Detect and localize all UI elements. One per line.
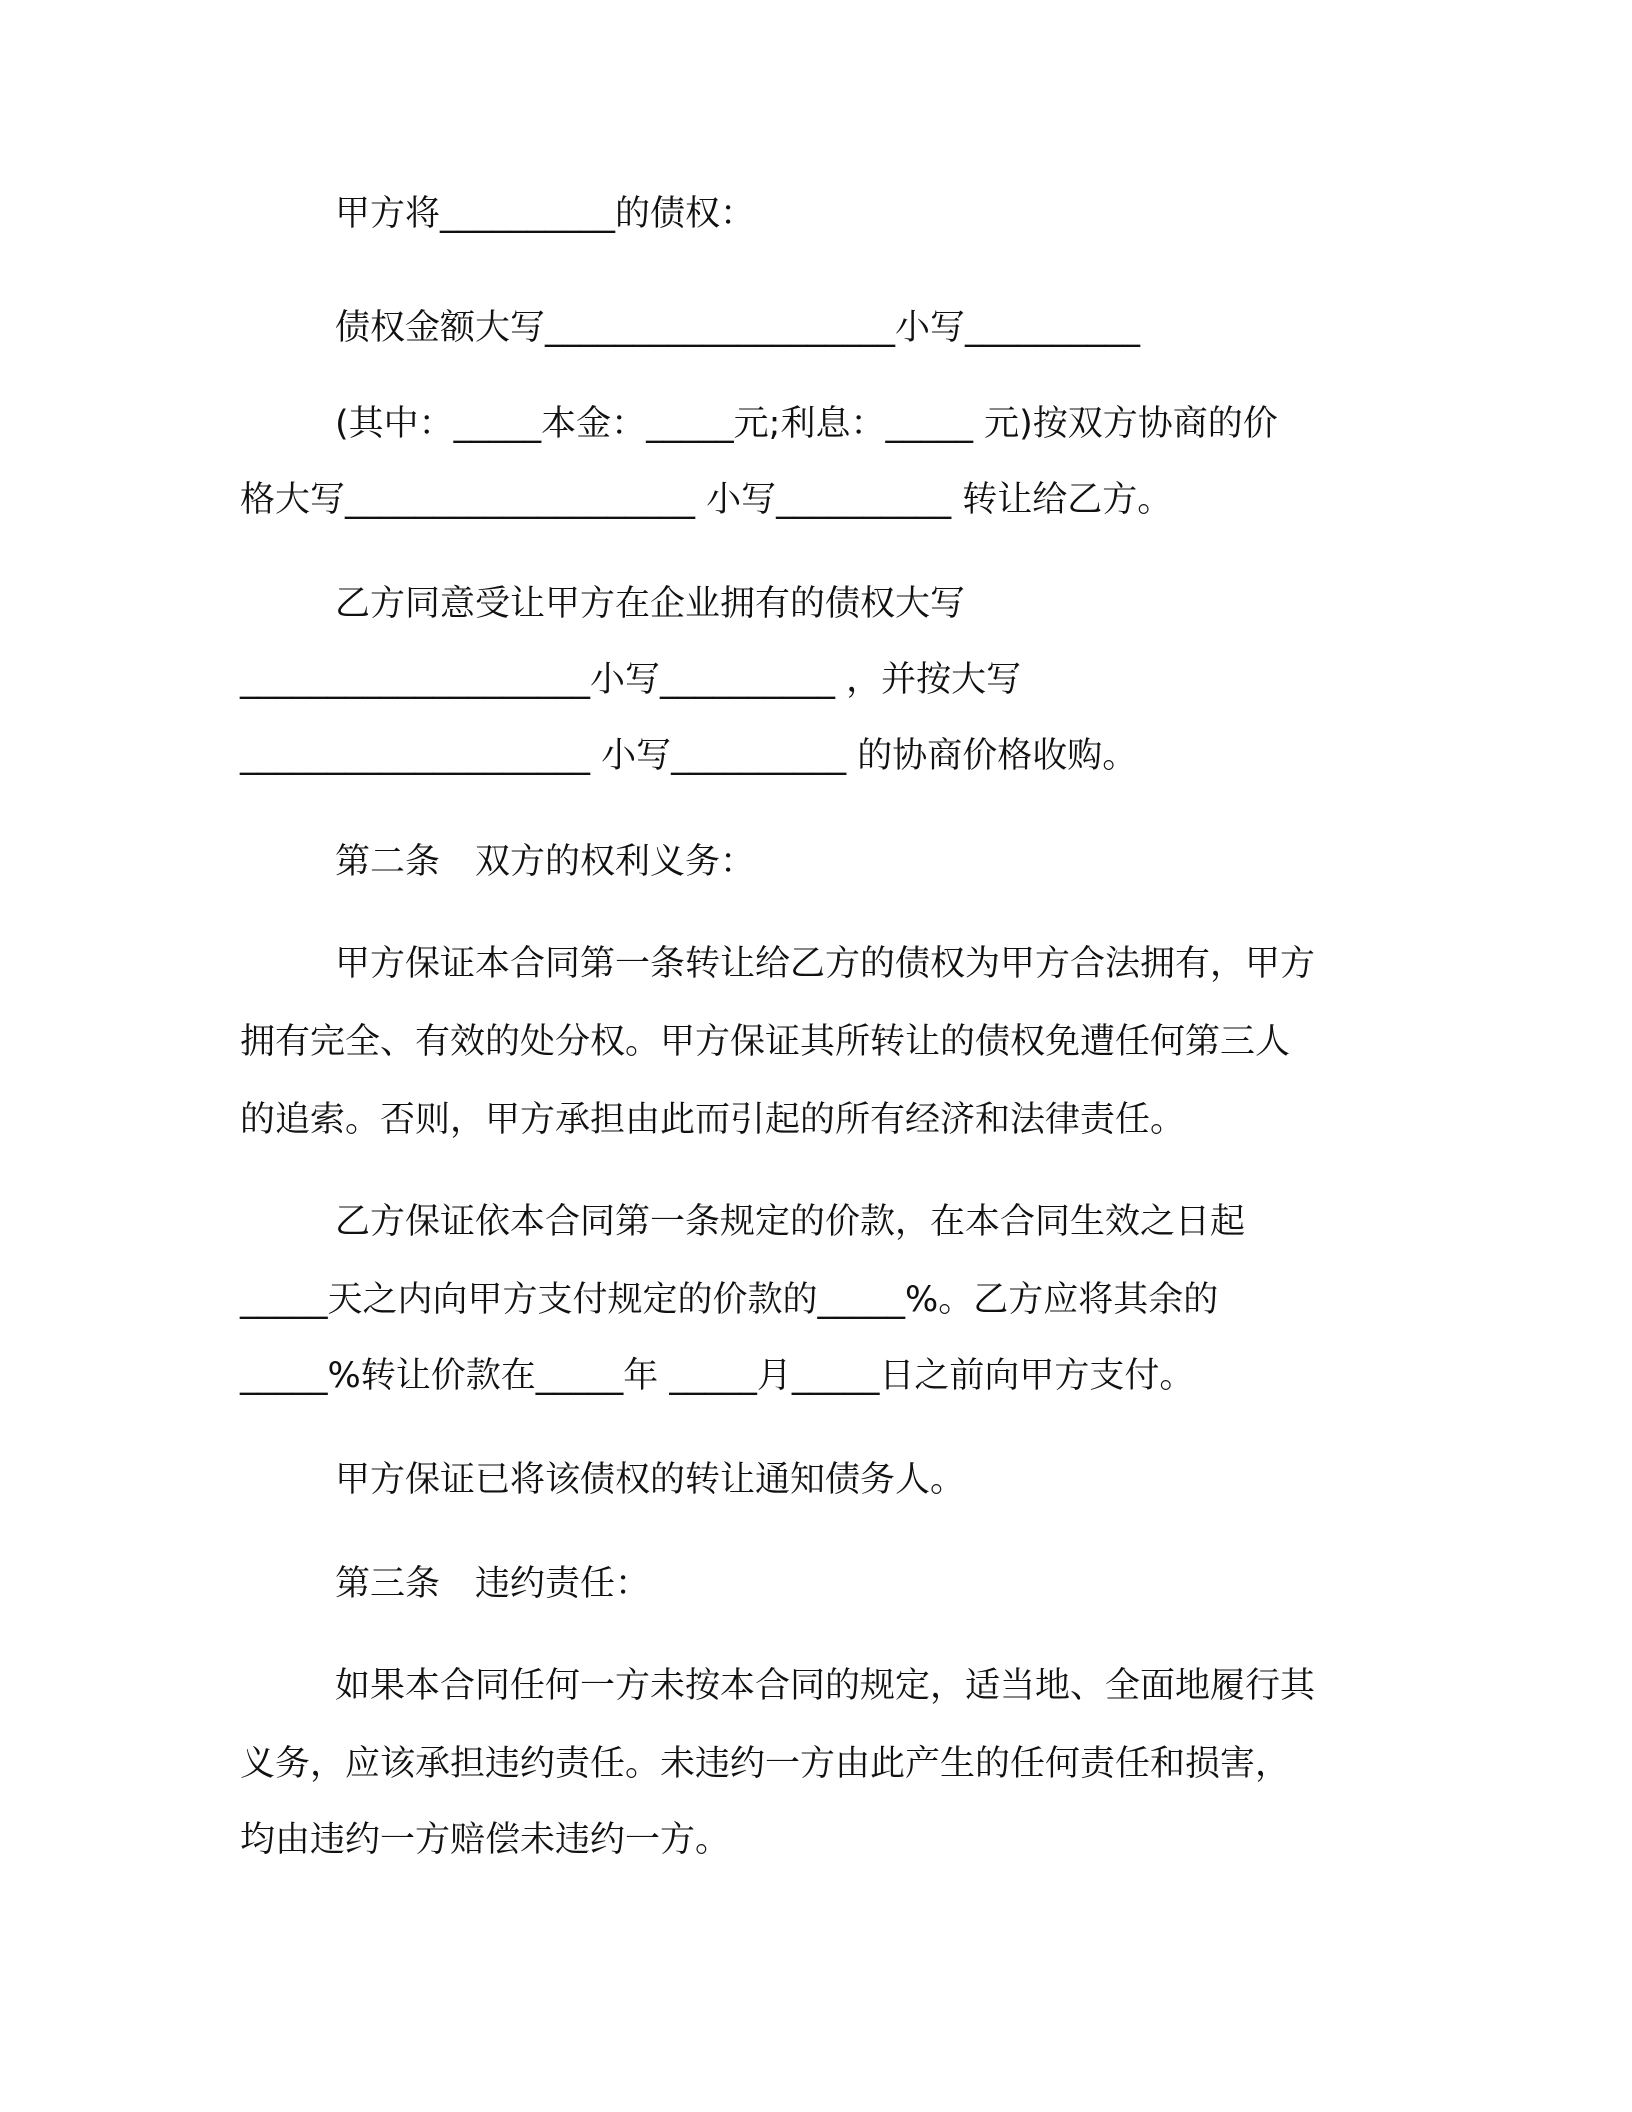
text-line: 甲方保证已将该债权的转让通知债务人。 xyxy=(335,1460,966,1500)
text-line: 债权金额大写____________________小写__________ xyxy=(335,308,1141,348)
text-line: 如果本合同任何一方未按本合同的规定，适当地、全面地履行其 xyxy=(335,1666,1316,1706)
text-line: 甲方保证本合同第一条转让给乙方的债权为甲方合法拥有，甲方 xyxy=(335,944,1316,984)
text-line: 的追索。否则，甲方承担由此而引起的所有经济和法律责任。 xyxy=(240,1100,1186,1140)
text-line: ____________________小写__________ ，并按大写 xyxy=(240,660,1022,700)
text-line: 乙方保证依本合同第一条规定的价款，在本合同生效之日起 xyxy=(335,1202,1246,1242)
text-line: 甲方将__________的债权： xyxy=(335,194,756,234)
text-line: (其中：_____本金：_____元;利息：_____ 元)按双方协商的价 xyxy=(335,404,1278,444)
text-line: _____%转让价款在_____年 _____月_____日之前向甲方支付。 xyxy=(240,1356,1195,1396)
text-line: 乙方同意受让甲方在企业拥有的债权大写 xyxy=(335,584,966,624)
section-heading: 第二条 双方的权利义务： xyxy=(335,842,756,882)
text-line: 拥有完全、有效的处分权。甲方保证其所转让的债权免遭任何第三人 xyxy=(240,1022,1291,1062)
text-line: _____天之内向甲方支付规定的价款的_____%。乙方应将其余的 xyxy=(240,1280,1219,1320)
text-line: 均由违约一方赔偿未违约一方。 xyxy=(240,1820,731,1860)
text-line: 义务，应该承担违约责任。未违约一方由此产生的任何责任和损害， xyxy=(240,1744,1291,1784)
text-line: ____________________ 小写__________ 的协商价格收购。 xyxy=(240,736,1138,776)
section-heading: 第三条 违约责任： xyxy=(335,1564,651,1604)
text-line: 格大写____________________ 小写__________ 转让给乙方。 xyxy=(240,480,1173,520)
